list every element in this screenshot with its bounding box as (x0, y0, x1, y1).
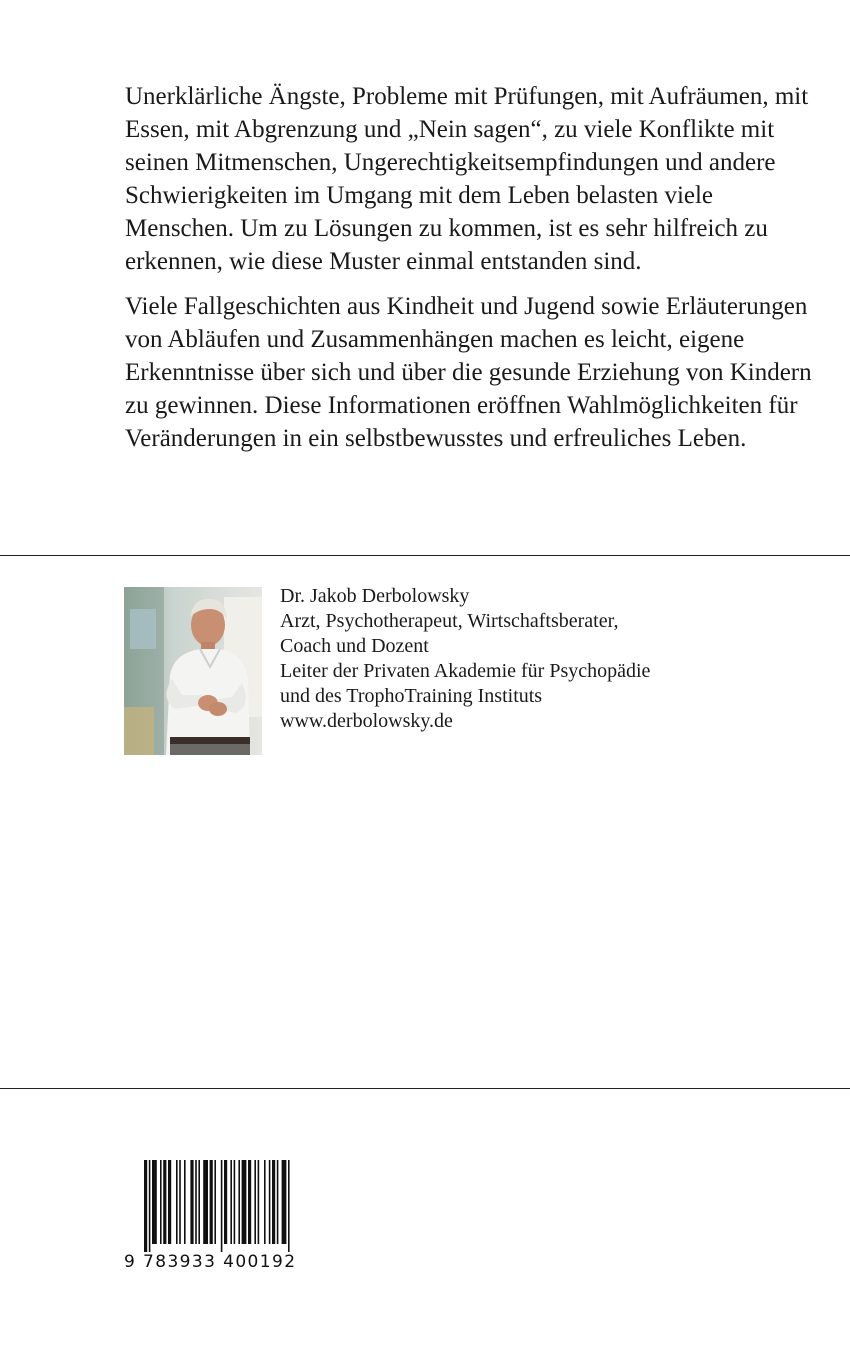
divider-bottom (0, 1088, 850, 1089)
barcode-bar (179, 1160, 181, 1244)
author-role-line-4: und des TrophoTraining Instituts (280, 685, 543, 707)
barcode-bar (242, 1160, 247, 1244)
barcode-bar (264, 1160, 266, 1244)
barcode-bar (254, 1160, 256, 1244)
barcode-bar (248, 1160, 251, 1244)
barcode-bar (176, 1160, 178, 1244)
barcode-bar (258, 1160, 260, 1244)
barcode-bar (168, 1160, 171, 1244)
barcode-bar (277, 1160, 279, 1244)
author-photo-illustration (124, 587, 262, 755)
barcode-bar (269, 1160, 271, 1244)
barcode-bar (195, 1160, 197, 1244)
barcode-bar (203, 1160, 208, 1244)
barcode-bar (282, 1160, 287, 1244)
barcode-bar (221, 1160, 223, 1252)
isbn-digits: 9 783933 400192 (124, 1252, 297, 1272)
barcode-bar (272, 1160, 275, 1244)
author-role-line-2: Coach und Dozent (280, 635, 429, 657)
author-info (280, 584, 820, 734)
barcode-bar (184, 1160, 186, 1244)
divider-top (0, 555, 850, 556)
barcode-bar (230, 1160, 232, 1244)
blurb-paragraph-1: Unerklärliche Ängste, Probleme mit Prüfungen, mit Aufräumen, mit Essen, mit Abgrenzung und „Nein sagen“, zu viele Konflikte mit seinen Mitmenschen, Ungerechtigkeitsempfindungen und andere Schwierigkeiten im Umgang mit dem Leben belasten viele Menschen. Um zu Lösungen zu kommen, ist es sehr hilfreich zu erkennen, wie diese Muster einmal entstanden sind. (125, 83, 809, 275)
barcode-bar (149, 1160, 151, 1252)
author-name: Dr. Jakob Derbolowsky (280, 585, 470, 607)
blurb-paragraph-2: Viele Fallgeschichten aus Kindheit und Jugend sowie Erläuterungen von Abläufen und Zusammenhängen machen es leicht, eigene Erkenntnisse über sich und über die gesunde Erziehung von Kindern zu gewinnen. Diese Informationen eröffnen Wahlmöglichkeiten für Veränderungen in ein selbstbewusstes und erfreuliches Leben. (125, 293, 812, 452)
barcode-bar (144, 1160, 147, 1252)
barcode-bar (160, 1160, 162, 1244)
barcode-bar (152, 1160, 157, 1244)
author-photo (124, 587, 262, 755)
barcode-bar (288, 1160, 290, 1252)
barcode-bar (214, 1160, 216, 1244)
barcode-bar (238, 1160, 240, 1244)
barcode-bar (190, 1160, 193, 1244)
isbn-barcode (124, 1160, 334, 1275)
author-role-line-3: Leiter der Privaten Akademie für Psychopädie (280, 660, 651, 682)
barcode-bar (198, 1160, 200, 1244)
barcode-bar (210, 1160, 213, 1244)
barcode-bar (163, 1160, 166, 1244)
barcode-bar (234, 1160, 236, 1244)
barcode-bar (224, 1160, 227, 1244)
barcode-bars (124, 1160, 334, 1252)
back-cover-blurb (125, 80, 815, 467)
author-website[interactable]: www.derbolowsky.de (280, 710, 453, 732)
author-role-line-1: Arzt, Psychotherapeut, Wirtschaftsberater, (280, 610, 619, 632)
